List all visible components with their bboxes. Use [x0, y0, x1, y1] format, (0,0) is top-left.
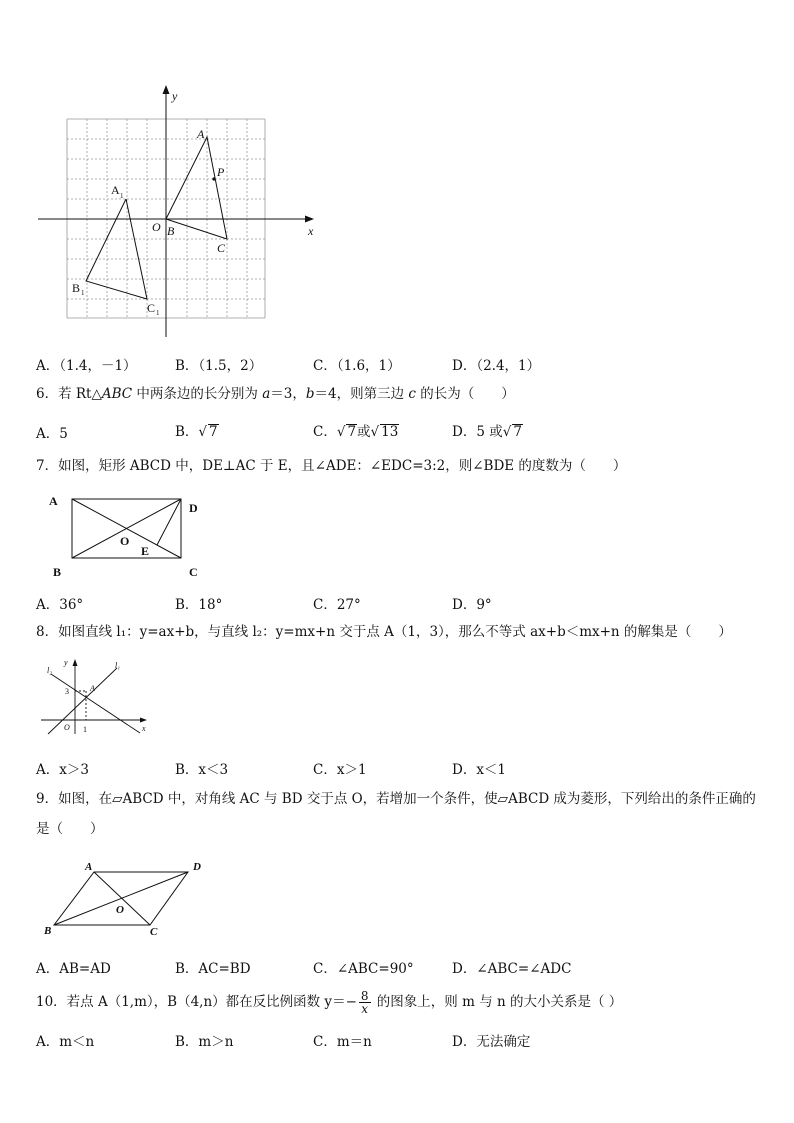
label-b: B — [44, 925, 52, 937]
label-x: x — [142, 724, 146, 733]
q8-option-b[interactable]: B．x＜3 — [175, 762, 229, 778]
q7-stem: 7．如图，矩形 ABCD 中，DE⊥AC 于 E，且∠ADE：∠EDC=3:2，则∠BDE 的度数为（ ） — [36, 458, 627, 474]
q6-option-a[interactable]: A．5 — [36, 426, 68, 442]
q9-option-c[interactable]: C．∠ABC=90° — [313, 961, 414, 977]
q9-option-d[interactable]: D．∠ABC=∠ADC — [452, 961, 572, 977]
label-c1-sub: 1 — [156, 309, 160, 317]
q10-stem: 10．若点 A（1,m），B（4,n）都在反比例函数 y＝− $\frac{8}{x}$ 的图象上，则 m 与 n 的大小关系是（ ） — [36, 989, 623, 1016]
q5-option-a[interactable]: A．（1.4，－1） — [36, 358, 137, 374]
q5-option-d[interactable]: D．（2.4，1） — [452, 358, 541, 374]
label-a: A — [85, 861, 93, 873]
label-c1: C — [147, 301, 156, 315]
q7-figure — [44, 490, 214, 582]
triangle-a1b1c1 — [86, 199, 147, 299]
q7-option-d[interactable]: D．9° — [452, 597, 492, 613]
label-o: O — [152, 220, 161, 234]
q5-option-c[interactable]: C．（1.6，1） — [313, 358, 401, 374]
label-e: E — [141, 544, 150, 558]
label-1: 1 — [83, 725, 87, 734]
label-3: 3 — [65, 687, 69, 696]
q6-option-c[interactable]: C．√ 7或√ 13 — [313, 424, 399, 440]
q7-option-c[interactable]: C．27° — [313, 597, 361, 613]
q7-option-a[interactable]: A．36° — [36, 597, 84, 613]
label-b: B — [53, 565, 62, 579]
q10-option-d[interactable]: D．无法确定 — [452, 1034, 531, 1050]
q9-figure — [38, 855, 218, 937]
q6-option-b[interactable]: B．√ 7 — [175, 424, 218, 440]
q9-option-a[interactable]: A．AB=AD — [36, 961, 111, 977]
label-p: P — [217, 165, 225, 179]
label-l1: l₁ — [115, 661, 121, 670]
q8-figure — [36, 654, 156, 740]
q5-option-b[interactable]: B．（1.5，2） — [175, 358, 263, 374]
q10-option-c[interactable]: C．m＝n — [313, 1034, 372, 1050]
q10-option-a[interactable]: A．m＜n — [36, 1034, 95, 1050]
q5-triangles — [86, 137, 227, 299]
x-axis-arrow-icon — [140, 718, 147, 723]
label-y: y — [64, 658, 68, 667]
label-b1-sub: 1 — [81, 289, 85, 297]
label-o: O — [64, 723, 70, 732]
label-d: D — [189, 501, 198, 515]
label-c: C — [150, 926, 158, 937]
q9-option-b[interactable]: B．AC=BD — [175, 961, 251, 977]
label-b: B — [167, 224, 175, 238]
label-o: O — [116, 904, 124, 916]
label-a1: A — [111, 183, 120, 197]
label-b1: B — [72, 281, 81, 295]
label-a1-sub: 1 — [120, 192, 124, 200]
label-y: y — [172, 89, 178, 103]
label-c: C — [217, 241, 226, 255]
q8-option-c[interactable]: C．x＞1 — [313, 762, 367, 778]
label-c: C — [189, 565, 198, 579]
label-o: O — [120, 534, 130, 548]
label-x: x — [308, 224, 314, 238]
q10-option-b[interactable]: B．m＞n — [175, 1034, 234, 1050]
q8-option-a[interactable]: A．x＞3 — [36, 762, 89, 778]
label-a: A — [49, 494, 58, 508]
y-axis-arrow-icon — [73, 659, 78, 666]
q6-stem: 6．若 Rt△ABC 中两条边的长分别为 a＝3，b＝4，则第三边 c 的长为（ ） — [36, 386, 515, 402]
label-a: A — [90, 684, 95, 693]
x-axis-arrow-icon — [305, 216, 314, 223]
q5-figure — [34, 80, 324, 342]
y-axis-arrow-icon — [163, 85, 170, 94]
q8-stem: 8．如图直线 l₁：y=ax+b，与直线 l₂：y=mx+n 交于点 A（1，3），那么不等式 ax+b＜mx+n 的解集是（ ） — [36, 624, 732, 640]
label-l2: l₂ — [47, 666, 53, 675]
q9-stem-line1: 9．如图，在▱ABCD 中，对角线 AC 与 BD 交于点 O，若增加一个条件，使▱ABCD 成为菱形，下列给出的条件正确的 — [36, 791, 756, 807]
point-p — [212, 177, 215, 180]
q8-option-d[interactable]: D．x＜1 — [452, 762, 507, 778]
label-a: A — [197, 127, 205, 141]
label-d: D — [193, 861, 201, 873]
q9-stem-line2: 是（ ） — [36, 821, 104, 837]
q7-option-b[interactable]: B．18° — [175, 597, 223, 613]
q6-option-d[interactable]: D．5 或√ 7 — [452, 424, 522, 440]
triangle-abc — [166, 137, 227, 239]
q10-fraction: $\frac{8}{x}$ — [360, 989, 369, 1016]
